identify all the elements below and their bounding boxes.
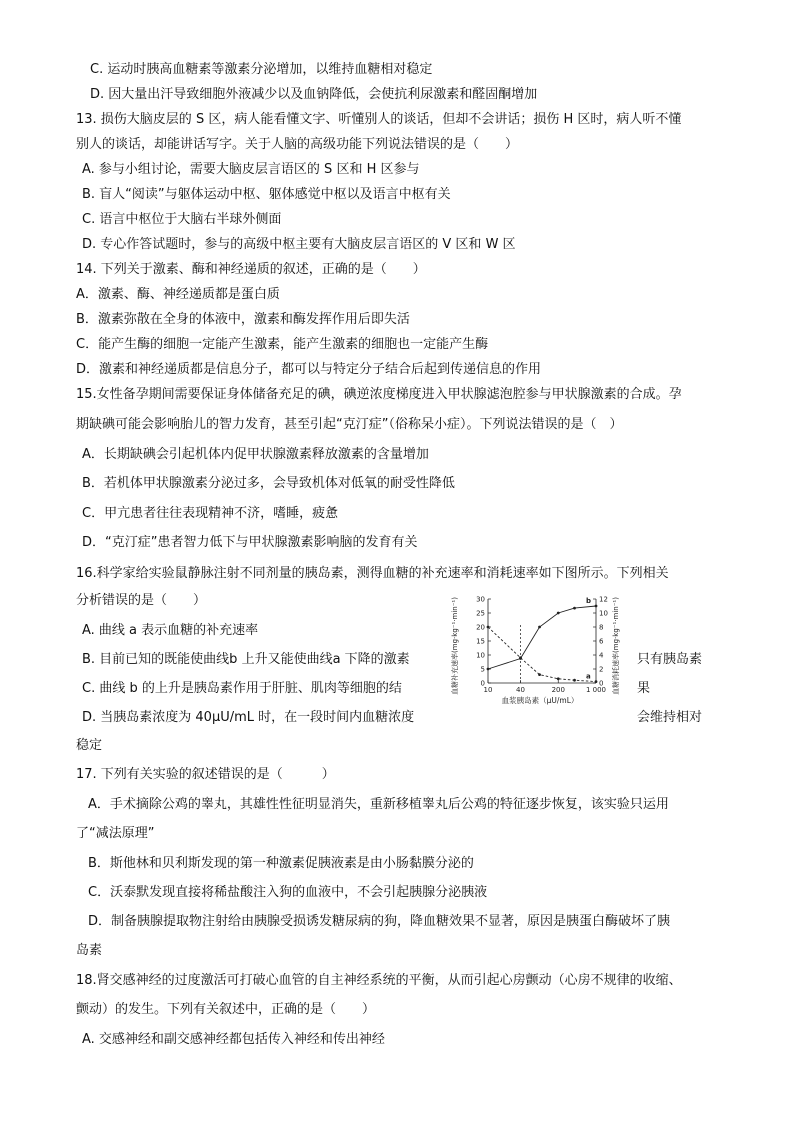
q16-option-c-end: 果 <box>637 681 651 696</box>
q18-stem-line1: 18.肾交感神经的过度激活可打破心血管的自主神经系统的平衡，从而引起心房颤动（心房不规律的收缩、 <box>76 973 682 988</box>
q15-option-d: D．“克汀症”患者智力低下与甲状腺激素影响脑的发育有关 <box>82 535 418 550</box>
y-tick-label-left: 0 <box>480 679 485 688</box>
q12-option-d: D. 因大量出汗导致细胞外液减少以及血钠降低，会使抗利尿激素和醛固酮增加 <box>90 87 538 102</box>
series-a-label: a <box>586 672 591 681</box>
y-tick-label-left: 20 <box>476 623 485 632</box>
y-tick-label-left: 25 <box>476 609 485 618</box>
q16-option-d-wrap: 稳定 <box>76 738 103 753</box>
q16-option-b: B. 目前已知的既能使曲线b 上升又能使曲线a 下降的激素 <box>82 652 410 667</box>
q14-option-a: A．激素、酶、神经递质都是蛋白质 <box>76 287 280 302</box>
y-tick-label-right: 0 <box>599 679 604 688</box>
q17-option-b: B．斯他林和贝利斯发现的第一种激素促胰液素是由小肠黏膜分泌的 <box>88 856 474 871</box>
q13-stem-line2: 别人的谈话，却能讲话写字。关于人脑的高级功能下列说法错误的是（ ） <box>76 137 519 152</box>
y-tick-label-left: 5 <box>480 665 485 674</box>
series-a-point <box>573 679 576 682</box>
series-a-point <box>595 680 598 683</box>
x-tick-label: 10 <box>483 686 493 694</box>
x-axis-label: 血浆胰岛素（μU/mL） <box>501 696 579 705</box>
q16-stem-line1: 16.科学家给实验鼠静脉注射不同剂量的胰岛素，测得血糖的补充速率和消耗速率如下图所示。下列相关 <box>76 566 669 581</box>
q15-stem-line1: 15.女性备孕期间需要保证身体储备充足的碘，碘逆浓度梯度进入甲状腺滤泡腔参与甲状腺激素的合成。孕 <box>76 387 682 402</box>
x-tick-label: 40 <box>516 686 525 694</box>
y-tick-label-right: 6 <box>599 637 604 646</box>
y-tick-label-right: 12 <box>599 595 608 604</box>
y-tick-label-right: 2 <box>599 665 604 674</box>
q15-option-c: C．甲亢患者往往表现精神不济，嗜睡，疲惫 <box>82 506 339 521</box>
y-tick-label-left: 10 <box>476 651 485 660</box>
q16-option-d-end: 会维持相对 <box>637 710 703 725</box>
q15-option-a: A．长期缺碘会引起机体内促甲状腺激素释放激素的含量增加 <box>82 447 429 462</box>
q18-option-a: A. 交感神经和副交感神经都包括传入神经和传出神经 <box>82 1032 385 1047</box>
chart-series <box>487 597 598 683</box>
series-a-point <box>557 677 560 680</box>
q13-option-a: A. 参与小组讨论，需要大脑皮层言语区的 S 区和 H 区参与 <box>82 162 420 177</box>
q16-option-d: D. 当胰岛素浓度为 40μU/mL 时，在一段时间内血糖浓度 <box>82 710 415 725</box>
q16-stem-line2: 分析错误的是（ ） <box>76 593 207 608</box>
q14-option-c: C．能产生酶的细胞一定能产生激素，能产生激素的细胞也一定能产生酶 <box>76 337 489 352</box>
y-tick-label-left: 15 <box>476 637 485 646</box>
y-tick-label-right: 4 <box>599 651 604 660</box>
q17-option-d: D．制备胰腺提取物注射给由胰腺受损诱发糖尿病的狗，降血糖效果不显著，原因是胰蛋白酶破坏了胰 <box>88 914 671 929</box>
q17-option-c: C．沃泰默发现直接将稀盐酸注入狗的血液中，不会引起胰腺分泌胰液 <box>88 885 488 900</box>
x-tick-label: 1 000 <box>585 686 607 694</box>
q13-option-d: D. 专心作答试题时，参与的高级中枢主要有大脑皮层言语区的 V 区和 W 区 <box>82 237 516 252</box>
series-a-line <box>488 627 596 682</box>
series-b-point <box>557 612 560 615</box>
y-axis-label-right: 血糖消耗速率(mg·kg⁻¹·min⁻¹) <box>612 597 620 695</box>
series-b-point <box>487 668 490 671</box>
q15-stem-line2: 期缺碘可能会影响胎儿的智力发育，甚至引起“克汀症”（俗称呆小症）。下列说法错误的是（ ） <box>76 417 623 432</box>
y-axis-label-left: 血糖补充速率(mg·kg⁻¹·min⁻¹) <box>451 597 459 695</box>
q17-stem: 17. 下列有关实验的叙述错误的是（ ） <box>76 767 335 782</box>
y-tick-label-right: 10 <box>599 609 608 618</box>
series-b-line <box>488 606 596 669</box>
y-tick-label-left: 30 <box>476 595 485 604</box>
series-b-point <box>595 605 598 608</box>
x-tick-label: 200 <box>551 686 565 694</box>
series-b-point <box>519 657 522 660</box>
series-b-label: b <box>586 597 592 605</box>
q13-stem-line1: 13. 损伤大脑皮层的 S 区，病人能看懂文字、听懂别人的谈话，但却不会讲话；损伤 H 区时，病人听不懂 <box>76 112 682 127</box>
q18-stem-line2: 颤动）的发生。下列有关叙述中，正确的是（ ） <box>76 1002 376 1017</box>
q16-option-b-end: 只有胰岛素 <box>637 652 703 667</box>
y-tick-label-right: 8 <box>599 623 604 632</box>
q13-option-c: C. 语言中枢位于大脑右半球外侧面 <box>82 212 282 227</box>
series-a-point <box>538 673 541 676</box>
insulin-glucose-chart <box>448 591 624 711</box>
q14-stem: 14. 下列关于激素、酶和神经递质的叙述，正确的是（ ） <box>76 262 426 277</box>
q16-option-c: C. 曲线 b 的上升是胰岛素作用于肝脏、肌肉等细胞的结 <box>82 681 402 696</box>
series-b-point <box>538 626 541 629</box>
q13-option-b: B. 盲人“阅读”与躯体运动中枢、躯体感觉中枢以及语言中枢有关 <box>82 187 451 202</box>
q17-option-a-wrap: 了“减法原理” <box>76 826 155 841</box>
q16-option-a: A. 曲线 a 表示血糖的补充速率 <box>82 623 259 638</box>
q15-option-b: B．若机体甲状腺激素分泌过多，会导致机体对低氧的耐受性降低 <box>82 476 455 491</box>
series-b-point <box>573 607 576 610</box>
q14-option-b: B．激素弥散在全身的体液中，激素和酶发挥作用后即失活 <box>76 312 410 327</box>
series-a-point <box>487 626 490 629</box>
q12-option-c: C. 运动时胰高血糖素等激素分泌增加，以维持血糖相对稳定 <box>90 62 433 77</box>
q14-option-d: D．激素和神经递质都是信息分子，都可以与特定分子结合后起到传递信息的作用 <box>76 362 542 377</box>
q17-option-a: A．手术摘除公鸡的睾丸，其雄性性征明显消失，重新移植睾丸后公鸡的特征逐步恢复，该实验只运用 <box>88 797 669 812</box>
q17-option-d-wrap: 岛素 <box>76 943 103 958</box>
